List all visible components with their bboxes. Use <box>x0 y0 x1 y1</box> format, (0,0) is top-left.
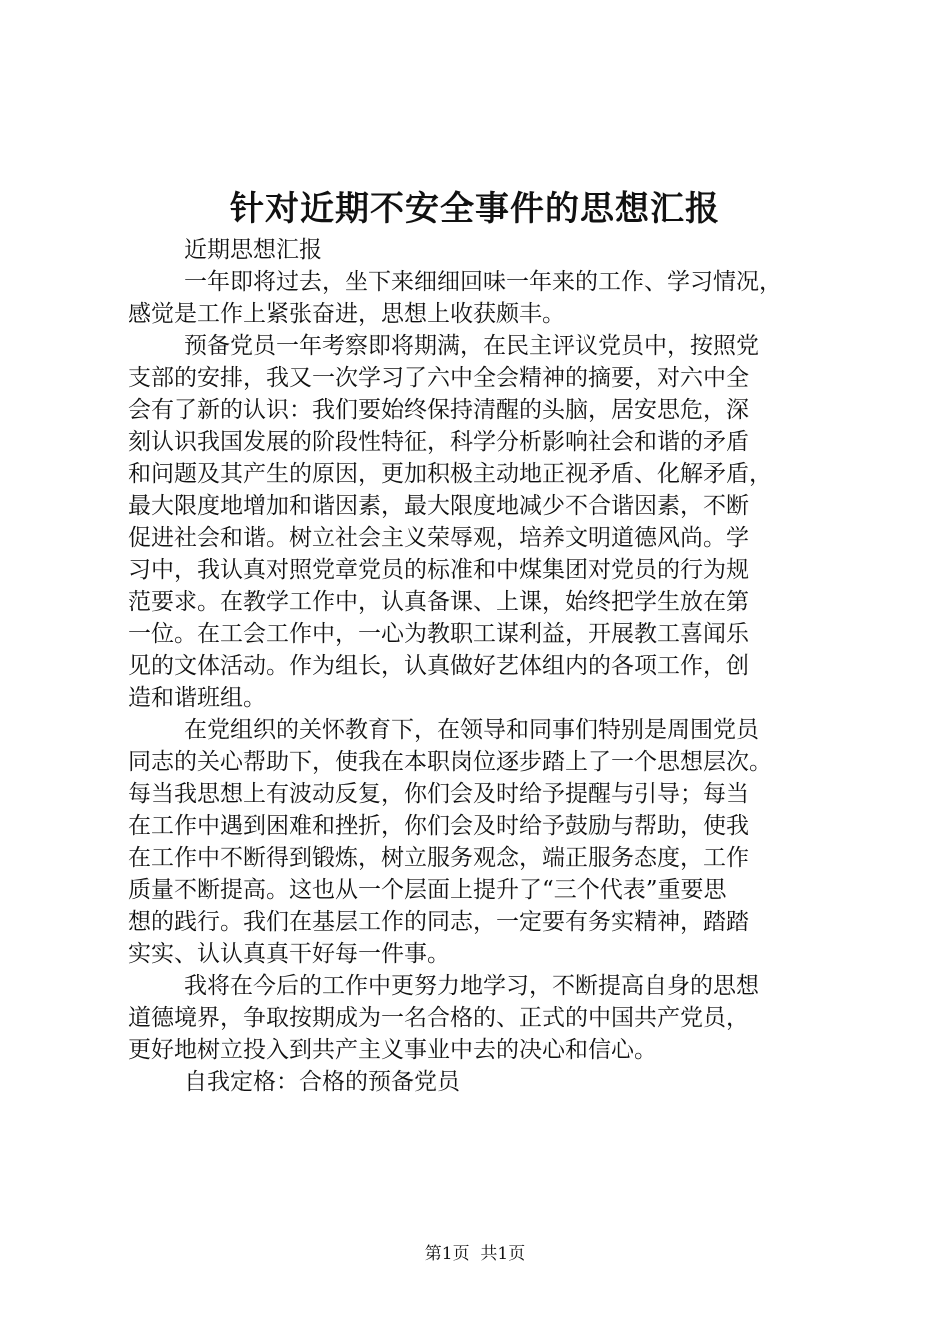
body-line: 想的践行。我们在基层工作的同志，一定要有务实精神，踏踏 <box>128 909 749 935</box>
body-line: 在党组织的关怀教育下，在领导和同事们特别是周围党员 <box>184 717 759 743</box>
body-line: 会有了新的认识：我们要始终保持清醒的头脑，居安思危，深 <box>128 397 749 423</box>
body-line: 一年即将过去，坐下来细细回味一年来的工作、学习情况， <box>184 269 782 295</box>
body-line: 预备党员一年考察即将期满，在民主评议党员中，按照党 <box>184 333 759 359</box>
body-line: 促进社会和谐。树立社会主义荣辱观，培养文明道德风尚。学 <box>128 525 749 551</box>
body-line: 和问题及其产生的原因，更加积极主动地正视矛盾、化解矛盾， <box>128 461 772 487</box>
page-footer: 第1页 共1页 <box>424 1244 526 1264</box>
body-line: 在工作中遇到困难和挫折，你们会及时给予鼓励与帮助，使我 <box>128 813 749 839</box>
body-line: 刻认识我国发展的阶段性特征，科学分析影响社会和谐的矛盾 <box>128 429 749 455</box>
body-line: 感觉是工作上紧张奋进，思想上收获颇丰。 <box>128 301 565 327</box>
body-line: 习中，我认真对照党章党员的标准和中煤集团对党员的行为规 <box>128 557 749 583</box>
body-line: 造和谐班组。 <box>128 685 266 711</box>
body-line: 一位。在工会工作中，一心为教职工谋利益，开展教工喜闻乐 <box>128 621 749 647</box>
document-title: 针对近期不安全事件的思想汇报 <box>230 189 720 229</box>
body-line: 在工作中不断得到锻炼，树立服务观念，端正服务态度，工作 <box>128 845 749 871</box>
body-line: 质量不断提高。这也从一个层面上提升了“三个代表”重要思 <box>128 877 727 903</box>
body-line: 道德境界，争取按期成为一名合格的、正式的中国共产党员， <box>128 1005 749 1031</box>
body-line: 近期思想汇报 <box>184 237 322 263</box>
body-line: 自我定格：合格的预备党员 <box>184 1069 460 1095</box>
body-line: 每当我思想上有波动反复，你们会及时给予提醒与引导；每当 <box>128 781 749 807</box>
body-line: 见的文体活动。作为组长，认真做好艺体组内的各项工作，创 <box>128 653 749 679</box>
body-line: 我将在今后的工作中更努力地学习，不断提高自身的思想 <box>184 973 759 999</box>
body-line: 同志的关心帮助下，使我在本职岗位逐步踏上了一个思想层次。 <box>128 749 772 775</box>
body-line: 最大限度地增加和谐因素，最大限度地减少不合谐因素，不断 <box>128 493 749 519</box>
body-line: 更好地树立投入到共产主义事业中去的决心和信心。 <box>128 1037 657 1063</box>
body-line: 范要求。在教学工作中，认真备课、上课，始终把学生放在第 <box>128 589 749 615</box>
body-line: 支部的安排，我又一次学习了六中全会精神的摘要，对六中全 <box>128 365 749 391</box>
body-line: 实实、认认真真干好每一件事。 <box>128 941 450 967</box>
document-body <box>128 234 848 1098</box>
